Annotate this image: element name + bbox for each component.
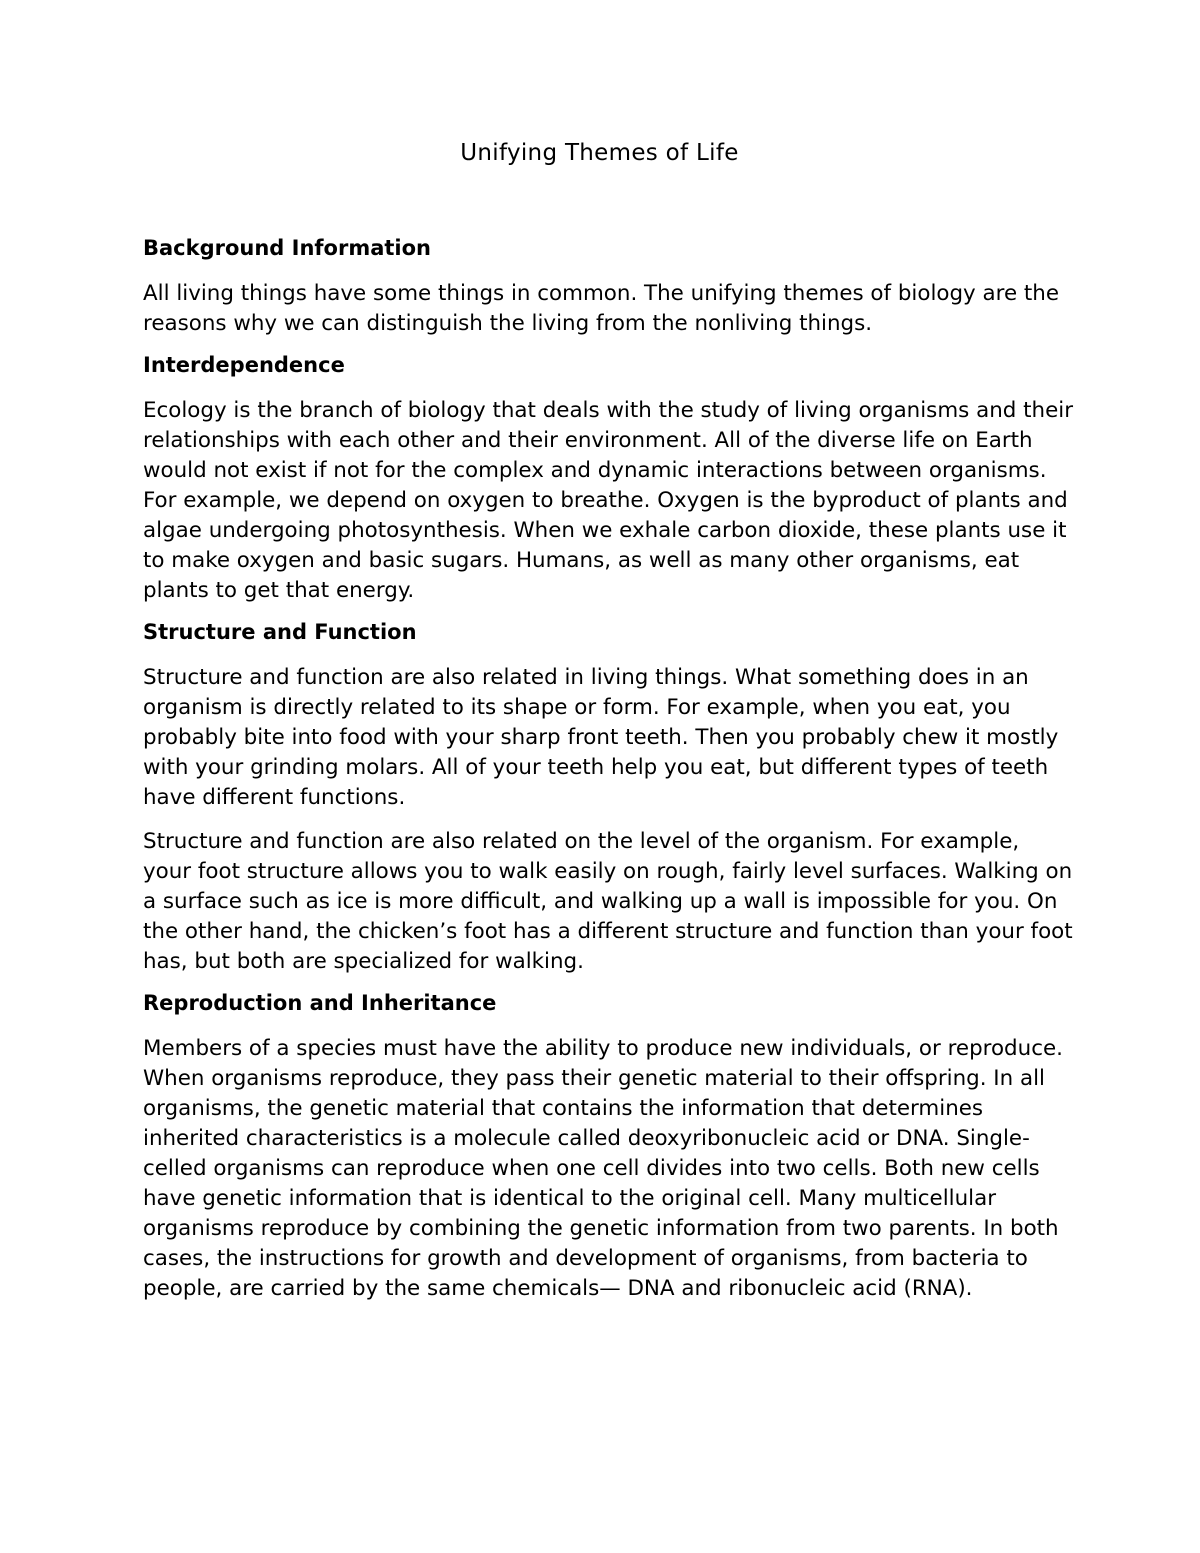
paragraph: Ecology is the branch of biology that deals with the study of living organisms and their relationships with each other and their environment. All of the diverse life on Earth would not exist if not for the complex and dynamic interactions between organisms. For example, we depend on oxygen to breathe. Oxygen is the byproduct of plants and algae undergoing photosynthesis. When we exhale carbon dioxide, these plants use it to make oxygen and basic sugars. Humans, as well as many other organisms, eat plants to get that energy. (143, 397, 1073, 603)
paragraph: Structure and function are also related on the level of the organism. For example, your foot structure allows you to walk easily on rough, fairly level surfaces. Walking on a surface such as ice is more difficult, and walking up a wall is impossible for you. On the other hand, the chicken’s foot has a different structure and function than your foot has, but both are specialized for walking. (143, 829, 1073, 975)
section-interdependence (143, 353, 1073, 606)
document-title: Unifying Themes of Life (460, 140, 739, 166)
paragraph: Members of a species must have the ability to produce new individuals, or reproduce. When organisms reproduce, they pass their genetic material to their offspring. In all organisms, the genetic material that contains the information that determines inherited characteristics is a molecule called deoxyribonucleic acid or DNA. Single-celled organisms can reproduce when one cell divides into two cells. Both new cells have genetic information that is identical to the original cell. Many multicellular organisms reproduce by combining the genetic information from two parents. In both cases, the instructions for growth and development of organisms, from bacteria to people, are carried by the same chemicals— DNA and ribonucleic acid (RNA). (143, 1036, 1063, 1302)
section-reproduction-and-inheritance (143, 991, 1073, 1304)
paragraph: Structure and function are also related in living things. What something does in an organism is directly related to its shape or form. For example, when you eat, you probably bite into food with your sharp front teeth. Then you probably chew it mostly with your grinding molars. All of your teeth help you eat, but different types of teeth have different functions. (143, 665, 1059, 811)
section-heading: Interdependence (143, 352, 345, 377)
section-heading: Structure and Function (143, 619, 417, 644)
document-page (143, 140, 1073, 1318)
section-heading: Reproduction and Inheritance (143, 991, 497, 1016)
section-structure-and-function (143, 620, 1073, 977)
section-heading: Background Information (143, 235, 432, 260)
section-background-information (143, 236, 1073, 339)
paragraph: All living things have some things in common. The unifying themes of biology are the reasons why we can distinguish the living from the nonliving things. (143, 280, 1060, 336)
